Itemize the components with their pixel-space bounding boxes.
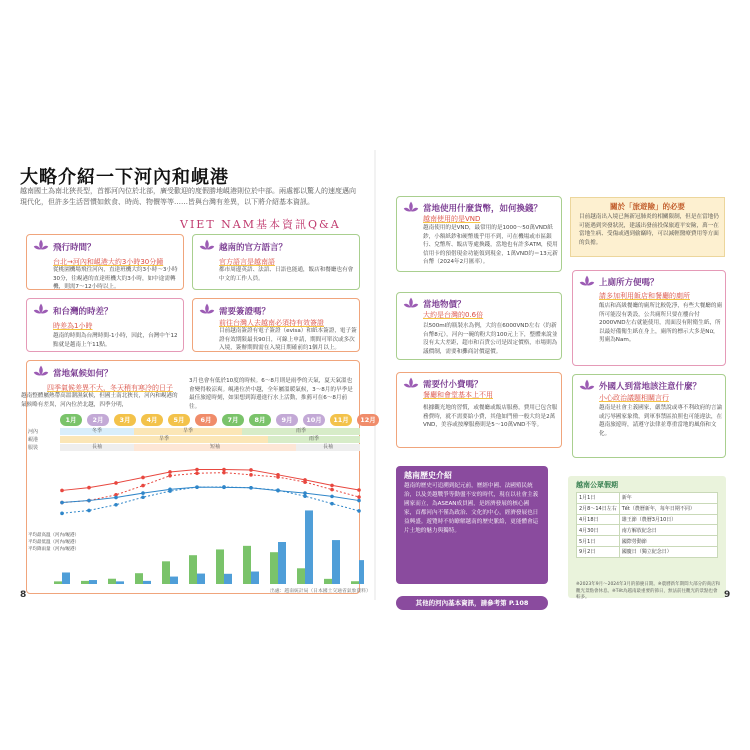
lotus-icon [403,296,419,312]
card-question: 和台灣的時差？ [53,307,113,317]
card-body: 以500ml的瓶裝水為例，大約在6000VND左右（約新台幣8元），河內一碗的粉大約100元上下，整體來說並沒有太大差距，超市和百貨公司是固定價格，市場則為議價制，需要和攤商討價還價。 [423,323,558,355]
lotus-icon [579,274,595,290]
visa-card [192,298,360,352]
card-answer: 大約是台灣的0.6倍 [423,311,484,319]
card-answer: 請多加利用飯店和餐廳的廁所 [599,292,690,300]
low-temp-hanoi-point [303,494,307,498]
high-temp-danang-point [195,468,199,472]
table-row [577,525,718,536]
season-hanoi-winter: 冬季 [60,428,134,435]
lotus-icon [33,238,49,254]
holiday-title: 越南公眾假期 [576,481,618,489]
card-question: 飛行時間？ [53,243,96,253]
card-body: 越南是社會主義國家，嚴禁說或專不利政府的言論或污辱國家象徵，到軍事禁區拍照也可能違法，在越南旅遊時，請遵守法律並尊重當地的風俗和文化。 [599,405,723,437]
rain-bar-danang [305,510,313,584]
table-row [577,503,718,514]
page-number-left: 8 [20,590,27,600]
high-temp-hanoi-point [141,484,145,488]
card-answer: 台北→河內和峴港大約3小時30分鐘 [53,258,164,266]
rain-bar-hanoi [162,561,170,584]
low-temp-danang-point [276,489,280,493]
rain-bar-hanoi [108,579,116,584]
high-temp-hanoi-point [330,488,334,492]
card-question: 需要付小費嗎？ [423,380,483,390]
card-body: 根據觀光地的習慣，或餐廳或飯店服務，費用已包含服務費時，就不需要給小費，其他如門僮一般大約是2萬VND，美容或按摩服務則是5～10萬VND不等。 [423,405,558,428]
card-question: 當地使用什麼貨幣，如何換錢？ [423,204,543,214]
rain-bar-hanoi [270,552,278,584]
rain-bar-danang [359,560,364,584]
low-temp-danang-point [303,491,307,495]
month-8: 8月 [249,414,271,426]
high-temp-danang-point [114,481,118,485]
rain-bar-danang [143,581,151,584]
rain-bar-danang [170,577,178,584]
card-body: 越南使用的是VND，最常用的是1000～50萬VND紙鈔，小額紙鈔和硬幣幾乎用不到，可在機場或市區銀行、兌幣所、飯店等處換錢，當地也有許多ATM，使用信用卡的預借現金功能領到現金，1萬VND約＝13元新台幣（2024年2月匯率）。 [423,225,558,265]
lotus-icon [199,302,215,318]
row-label-clothes: 服裝 [28,445,39,451]
month-7: 7月 [222,414,244,426]
table-row [577,514,718,525]
card-answer: 小心政治議題相關言行 [599,394,669,402]
season-hanoi-dry: 旱季 [134,428,242,435]
low-temp-hanoi-point [60,512,64,516]
card-answer: 四季氣候差異不大，冬天稍有寒冷的日子 [47,384,173,392]
low-temp-danang-point [60,501,64,505]
travel-insurance-note [570,197,725,257]
table-row [577,546,718,557]
high-temp-danang-point [276,473,280,477]
month-5: 5月 [168,414,190,426]
flight-time-card [26,234,184,290]
public-holidays-box [568,476,726,598]
high-temp-danang-point [249,468,253,472]
low-temp-danang-point [114,496,118,500]
lotus-icon [33,364,49,380]
low-temp-hanoi-point [87,509,91,513]
lotus-icon [199,238,215,254]
month-9: 9月 [276,414,298,426]
legend-rain: 平均降雨量（河內/峴港） [28,547,80,552]
holiday-name: 雄王節（農曆3月10日） [619,514,717,525]
holiday-date: 9月2日 [577,546,620,557]
high-temp-danang-point [168,470,172,474]
holiday-date: 5月1日 [577,536,620,547]
lotus-icon [403,200,419,216]
history-title: 越南歷史介紹 [404,471,452,480]
lotus-icon [33,302,49,318]
month-3: 3月 [114,414,136,426]
legend-low: 平均最低溫（河內/峴港） [28,540,80,545]
holiday-date: 4月18日 [577,514,620,525]
card-body: 都市周邊英語、法語、日語也能通，飯店和餐廳也有會中文的工作人員。 [219,267,354,282]
rain-bar-danang [116,581,124,584]
chart-source: 出處：越南統計局（日本國土交通省氣象資料） [270,589,371,594]
rain-bar-hanoi [243,546,251,584]
rain-bar-danang [197,574,205,584]
low-temp-danang-line [62,487,359,502]
low-temp-hanoi-point [357,509,361,513]
time-difference-card [26,298,184,352]
card-answer: 越南使用的是VND [423,215,481,223]
low-temp-danang-point [168,488,172,492]
card-answer: 前往台灣人去越南必須持有效簽證 [219,319,324,327]
note-title: 關於「旅遊險」的必要 [610,202,685,211]
rain-bar-hanoi [297,568,305,584]
card-question: 外國人到當地該注意什麼？ [599,382,702,392]
month-2: 2月 [87,414,109,426]
climate-chart [24,452,364,588]
holiday-table [576,492,718,558]
page-title: 大略介紹一下河內和峴港 [20,167,229,188]
card-question: 越南的官方語言？ [219,243,288,253]
high-temp-danang-point [303,478,307,482]
holiday-name: Tết（農曆新年，每年日期不同） [619,503,717,514]
month-4: 4月 [141,414,163,426]
rain-bar-hanoi [351,581,359,584]
high-temp-danang-point [222,468,226,472]
rain-bar-hanoi [324,579,332,584]
high-temp-danang-point [357,488,361,492]
month-11: 11月 [330,414,352,426]
row-label-danang: 峴港 [28,437,39,443]
low-temp-danang-point [141,491,145,495]
month-6: 6月 [195,414,217,426]
weather-body-2: 3月也會有低於10度的時候。6～8月則是雨季的天氣，夏天氣溫也會變得較涼爽。峴港位於中越，全年屬溫暖氣候，3～8月的旱季是最佳旅遊時刻，如果想到海邊進行水上活動，推薦可在6～8月前往。 [189,378,353,410]
high-temp-hanoi-point [195,471,199,475]
rain-bar-hanoi [135,573,143,584]
card-question: 當地物價？ [423,300,466,310]
month-1: 1月 [60,414,82,426]
high-temp-hanoi-point [249,473,253,477]
low-temp-danang-point [330,495,334,499]
low-temp-danang-point [357,499,361,503]
rain-bar-danang [332,540,340,584]
chart-legend [28,532,79,553]
rain-bar-danang [251,572,259,584]
intro-text: 越南國土為南北狹長型，首都河內位於北部，廣受歡迎的度假勝地峴港則位於中部。兩處都以驚人的速度邁向現代化，但許多生活習慣如飲食、時尚、物價等等……皆與台灣有差異，以下將介紹基本資訊。 [20,187,356,206]
lotus-icon [579,378,595,394]
holiday-date: 4月30日 [577,525,620,536]
rain-bar-hanoi [54,581,62,584]
low-temp-danang-point [87,499,91,503]
card-question: 需要簽證嗎？ [219,307,271,317]
low-temp-hanoi-point [114,503,118,507]
history-body: 越南的歷史可追溯到紀元前，歷經中國、法國殖民統治，以及美越戰爭等動盪不安的時代，現在以社會主義國家而立，為ASEAN成員國，是經濟發展的核心國家，首都河內不僅為政治、文化的中心，經濟發展也日益興盛。遊覽時不妨瞭解越南的歷史脈絡，更能體會這片土地的魅力與獨特。 [404,483,539,534]
season-hanoi-rain: 雨季 [242,428,360,435]
card-answer: 官方語言是越南語 [219,258,275,266]
holiday-name: 國慶日（獨立紀念日） [619,546,717,557]
holiday-note: ※2023年9月～2024年3月的節慶日期。※農曆新年期間大部分的商店和觀光景點會休息。※Tết為越南最重要的節日，無法前往觀光的景點也會較多。 [576,582,721,600]
rain-bar-hanoi [189,555,197,584]
holiday-name: 國際勞動節 [619,536,717,547]
high-temp-danang-point [141,476,145,480]
rain-bar-danang [224,574,232,584]
clothes-long-1: 長袖 [60,444,134,451]
note-body: 目前越南出入境已無新冠肺炎的相關限制，但是在當地仍可能遇到突發狀況，建議出發前投保旅遊平安險，萬一在當地生病、受傷或遇到偷竊時，可以減輕醫療費用等方面的負擔。 [579,214,719,246]
language-card [192,234,360,290]
card-body: 飯店和高級餐廳的廁所比較乾淨，有些大餐廳的廁所可能沒有裝設，公共廁所只要在樓台付2000VND左右就能使用，需面沒有附衛生紙，所以最好備衛生紙在身上，廁所的標示大多是Nữ，男廁為Nam。 [599,303,723,343]
card-body: 目前越南簽證有電子簽證（evisa）和紙本簽證，電子簽證有效期限最長90日，可線上申請，期間可單次或多次入境，簽辦期間需在入境日期確前約1個月以上。 [219,328,357,351]
weather-body-1: 越南整體屬熱帶高溫潮濕氣候，但國土南北狹長，河內和峴港的氣候略有差異，河內位於北越，四季分明， [21,393,178,408]
legend-high: 平均最高溫（河內/峴港） [28,533,80,538]
rain-bar-danang [89,580,97,584]
row-label-hanoi: 河內 [28,429,39,435]
currency-card [396,196,562,272]
low-temp-danang-point [195,485,199,489]
rain-bar-hanoi [216,549,224,584]
table-row [577,536,718,547]
prices-card [396,292,562,360]
tipping-card [396,372,562,448]
toilet-card [572,270,726,366]
table-row [577,493,718,504]
card-answer: 時差為1小時 [53,322,93,330]
low-temp-hanoi-point [141,495,145,499]
high-temp-hanoi-point [168,474,172,478]
season-danang-dry: 旱季 [60,436,268,443]
cautions-card [572,374,726,458]
high-temp-hanoi-point [222,471,226,475]
history-box [396,466,548,584]
high-temp-danang-point [330,484,334,488]
month-12: 12月 [357,414,379,426]
low-temp-hanoi-point [330,502,334,506]
rain-bar-hanoi [81,581,89,584]
card-answer: 餐廳和會堂基本上不用 [423,391,493,399]
card-body: 從桃園機場飛往河內，直達班機大約3小時～3小時30分，往峴港的直達班機大約3小時，如中途需轉機，則需7～12小時以上。 [53,267,178,290]
high-temp-hanoi-point [357,495,361,499]
qa-section-title: VIET NAM基本資訊Q&A [180,218,341,231]
card-body: 越南的時間為台灣時間-1小時，因此，台灣中午12點就是越南上午11點。 [53,333,178,348]
book-gutter [374,150,376,600]
low-temp-danang-point [249,486,253,490]
rain-bar-danang [62,572,70,584]
page-number-right: 9 [724,590,731,600]
clothes-short: 短袖 [134,444,296,451]
low-temp-danang-point [222,486,226,490]
clothes-long-2: 長袖 [296,444,360,451]
rain-bar-danang [278,542,286,584]
low-temp-hanoi-line [62,487,359,513]
reference-link[interactable]: 其他的河內基本資訊，請參考第 P.108 [396,596,548,610]
lotus-icon [403,376,419,392]
card-question: 當地氣候如何？ [53,369,113,379]
high-temp-danang-point [87,486,91,490]
month-10: 10月 [303,414,325,426]
holiday-date: 1月1日 [577,493,620,504]
holiday-name: 新年 [619,493,717,504]
high-temp-danang-point [60,489,64,493]
holiday-date: 2月8～14日左右 [577,503,620,514]
card-question: 上廁所方便嗎？ [599,278,659,288]
season-danang-rain: 雨季 [268,436,360,443]
holiday-name: 南方解放紀念日 [619,525,717,536]
